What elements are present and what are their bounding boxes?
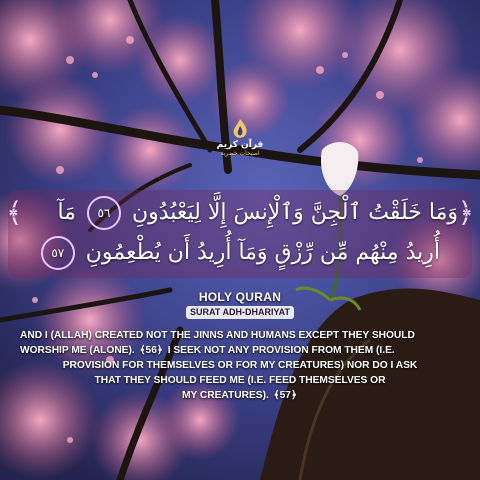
translation-line-5-text: MY CREATURES). bbox=[182, 390, 269, 401]
verse-line-2 bbox=[51, 236, 440, 270]
ornament-bracket-right-icon: ﴿ bbox=[457, 196, 474, 229]
verse-line-1-text: وَمَا خَلَقْتُ ٱلْجِنَّ وَٱلْإِنسَ إِلَّا لِيَعْبُدُونِ bbox=[131, 200, 458, 225]
translation-line-1: AND I (ALLAH) CREATED NOT THE JINNS AND HUMANS EXCEPT THEY SHOULD bbox=[20, 330, 415, 341]
verse-line-2-text: أُرِيدُ مِنْهُم مِّن رِّزْقٍ وَمَآ أُرِيدُ أَن يُطْعِمُونِ bbox=[85, 240, 440, 265]
ayah-number-57: ٥٧ bbox=[41, 236, 75, 270]
brand-logo bbox=[214, 118, 266, 168]
verse-marker-57: ﴾57﴿ bbox=[273, 390, 297, 401]
ornament-bracket-left-icon: ﴾ bbox=[6, 196, 23, 229]
flame-emblem-icon bbox=[230, 118, 250, 140]
logo-title: قرآن كريم bbox=[216, 140, 264, 150]
verse-line-1 bbox=[22, 196, 458, 230]
logo-subtitle: اصبحات خضرية bbox=[220, 150, 260, 157]
translation-line-5 bbox=[20, 388, 460, 403]
translation-line-2b: I SEEK NOT ANY PROVISION FROM THEM (I.E. bbox=[167, 345, 395, 356]
ayah-number-56: ٥٦ bbox=[87, 196, 121, 230]
verse-line-1-end: مَآ bbox=[57, 200, 76, 225]
translation-line-4: THAT THEY SHOULD FEED ME (I.E. FEED THEMSELVES OR bbox=[94, 375, 386, 386]
holy-quran-title: HOLY QURAN bbox=[198, 290, 282, 304]
surah-label: SURAT ADH-DHARIYAT bbox=[186, 306, 294, 319]
translation-text bbox=[20, 328, 460, 403]
verse-marker-56: ﴾56﴿ bbox=[139, 345, 163, 356]
translation-line-2a: WORSHIP ME (ALONE). bbox=[20, 345, 135, 356]
translation-line-2 bbox=[20, 343, 460, 358]
translation-line-3: PROVISION FOR THEMSELVES OR FOR MY CREATURES) NOR DO I ASK bbox=[62, 360, 418, 371]
